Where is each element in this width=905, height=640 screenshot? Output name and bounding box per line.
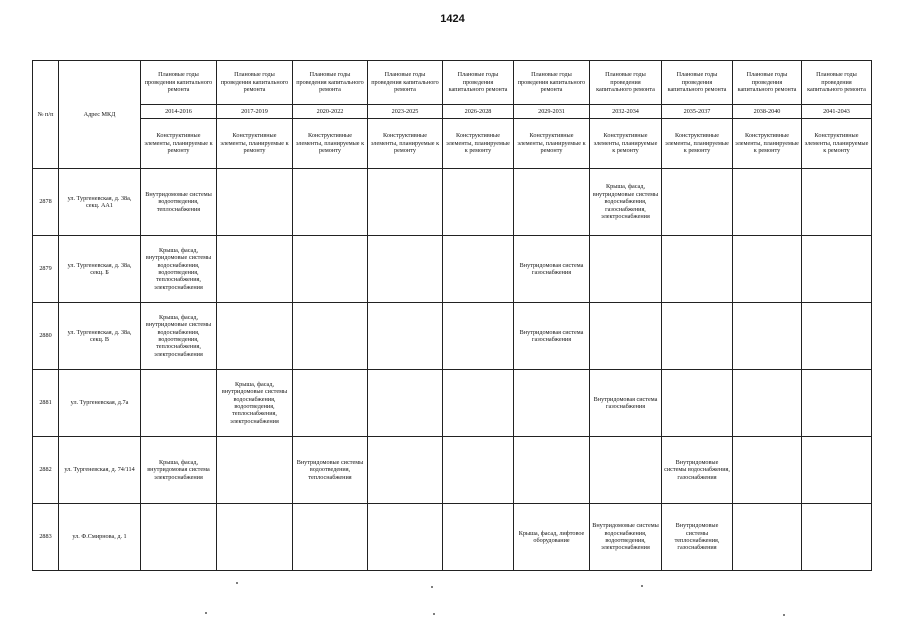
repair-cell: Внутридомовые системы водоотведения, теплоснабжения <box>141 169 217 236</box>
repair-cell <box>443 236 514 303</box>
period-header: 2041-2043 <box>802 105 872 119</box>
row-number: 2883 <box>33 504 59 571</box>
elements-header: Конструктивные элементы, планируемые к ремонту <box>368 119 443 169</box>
repair-cell <box>590 437 662 504</box>
repair-cell <box>443 370 514 437</box>
repair-cell <box>733 370 802 437</box>
repair-cell <box>443 437 514 504</box>
row-address: ул. Тургеневская, д. 38а, секц. Б <box>59 236 141 303</box>
table-row <box>33 236 872 303</box>
address-column-header: Адрес МКД <box>59 61 141 169</box>
repair-cell <box>293 236 368 303</box>
table-row <box>33 370 872 437</box>
year-group-title: Плановые годы проведения капитального ремонта <box>443 61 514 105</box>
repair-cell <box>733 437 802 504</box>
repair-cell <box>141 370 217 437</box>
repair-cell <box>514 169 590 236</box>
repair-cell <box>733 236 802 303</box>
repair-cell <box>293 370 368 437</box>
page-number: 1424 <box>440 13 465 25</box>
scan-speck <box>236 582 238 584</box>
repair-cell <box>802 169 872 236</box>
repair-cell <box>590 303 662 370</box>
repair-cell <box>443 303 514 370</box>
repair-cell <box>141 504 217 571</box>
repair-cell: Внутридомовые системы водоотведения, теплоснабжения <box>293 437 368 504</box>
period-header: 2038-2040 <box>733 105 802 119</box>
repair-cell <box>293 303 368 370</box>
repair-cell: Крыша, фасад, лифтовое оборудование <box>514 504 590 571</box>
repair-cell <box>802 236 872 303</box>
elements-header: Конструктивные элементы, планируемые к ремонту <box>802 119 872 169</box>
repair-cell: Внутридомовые системы водоснабжения, водоотведения, электроснабжения <box>590 504 662 571</box>
elements-header: Конструктивные элементы, планируемые к ремонту <box>733 119 802 169</box>
repair-cell: Крыша, фасад, внутридомовые системы водоснабжения, водоотведения, теплоснабжения, электроснабжения <box>217 370 293 437</box>
repair-cell <box>802 303 872 370</box>
repair-cell <box>217 169 293 236</box>
period-header: 2026-2028 <box>443 105 514 119</box>
repair-cell: Крыша, фасад, внутридомовые системы водоснабжения, водоотведения, теплоснабжения, электроснабжения <box>141 236 217 303</box>
year-group-title: Плановые годы проведения капитального ремонта <box>590 61 662 105</box>
repair-cell <box>733 504 802 571</box>
scan-speck <box>431 586 433 588</box>
scan-speck <box>433 613 435 615</box>
year-group-title: Плановые годы проведения капитального ремонта <box>217 61 293 105</box>
row-number: 2881 <box>33 370 59 437</box>
repair-cell <box>443 169 514 236</box>
repair-cell <box>662 169 733 236</box>
row-address: ул. Тургеневская, д.7а <box>59 370 141 437</box>
period-header: 2020-2022 <box>293 105 368 119</box>
repair-cell <box>368 303 443 370</box>
repair-cell <box>368 437 443 504</box>
repair-cell <box>514 370 590 437</box>
repair-cell <box>217 437 293 504</box>
repair-cell: Внутридомовая система газоснабжения <box>590 370 662 437</box>
period-header: 2032-2034 <box>590 105 662 119</box>
year-group-title: Плановые годы проведения капитального ремонта <box>662 61 733 105</box>
header-title-row <box>33 61 872 105</box>
repair-cell <box>662 303 733 370</box>
period-header: 2029-2031 <box>514 105 590 119</box>
elements-header: Конструктивные элементы, планируемые к ремонту <box>662 119 733 169</box>
scan-speck <box>641 585 643 587</box>
elements-header: Конструктивные элементы, планируемые к ремонту <box>443 119 514 169</box>
elements-header: Конструктивные элементы, планируемые к ремонту <box>217 119 293 169</box>
elements-header: Конструктивные элементы, планируемые к ремонту <box>514 119 590 169</box>
repair-cell <box>733 169 802 236</box>
repair-cell: Крыша, фасад, внутридомовые системы водоснабжения, водоотведения, теплоснабжения, электроснабжения <box>141 303 217 370</box>
period-header: 2023-2025 <box>368 105 443 119</box>
repair-cell <box>590 236 662 303</box>
repair-cell <box>368 370 443 437</box>
header-elements-row <box>33 119 872 169</box>
row-number: 2879 <box>33 236 59 303</box>
row-address: ул. Тургеневская, д. 38а, секц. В <box>59 303 141 370</box>
row-address: ул. Тургеневская, д. 74/114 <box>59 437 141 504</box>
repair-cell <box>802 370 872 437</box>
period-header: 2017-2019 <box>217 105 293 119</box>
repair-cell <box>514 437 590 504</box>
scan-speck <box>205 612 207 614</box>
repair-cell <box>802 437 872 504</box>
year-group-title: Плановые годы проведения капитального ремонта <box>368 61 443 105</box>
repair-cell <box>662 370 733 437</box>
repair-cell: Внутридомовые системы водоснабжения, газоснабжения <box>662 437 733 504</box>
repair-cell: Внутридомовые системы теплоснабжения, газоснабжения <box>662 504 733 571</box>
year-group-title: Плановые годы проведения капитального ремонта <box>514 61 590 105</box>
period-header: 2035-2037 <box>662 105 733 119</box>
repair-cell <box>733 303 802 370</box>
repair-cell <box>443 504 514 571</box>
header-period-row <box>33 105 872 119</box>
row-number: 2882 <box>33 437 59 504</box>
repair-cell <box>217 303 293 370</box>
repair-cell <box>293 504 368 571</box>
year-group-title: Плановые годы проведения капитального ремонта <box>802 61 872 105</box>
scan-speck <box>783 614 785 616</box>
repair-cell: Внутридомовая система газоснабжения <box>514 236 590 303</box>
repair-cell <box>662 236 733 303</box>
repair-cell <box>217 504 293 571</box>
elements-header: Конструктивные элементы, планируемые к ремонту <box>293 119 368 169</box>
num-column-header: № п/п <box>33 61 59 169</box>
repair-cell <box>368 169 443 236</box>
repair-cell <box>802 504 872 571</box>
repair-cell <box>293 169 368 236</box>
repair-cell: Крыша, фасад, внутридомовые системы водоснабжения, газоснабжения, электроснабжения <box>590 169 662 236</box>
year-group-title: Плановые годы проведения капитального ремонта <box>293 61 368 105</box>
row-address: ул. Тургеневская, д. 38а, секц. АА1 <box>59 169 141 236</box>
row-address: ул. Ф.Смирнова, д. 1 <box>59 504 141 571</box>
elements-header: Конструктивные элементы, планируемые к ремонту <box>141 119 217 169</box>
year-group-title: Плановые годы проведения капитального ремонта <box>141 61 217 105</box>
repair-cell <box>217 236 293 303</box>
repair-cell: Крыша, фасад, внутридомовая система электроснабжения <box>141 437 217 504</box>
table-row <box>33 504 872 571</box>
table-row <box>33 169 872 236</box>
repair-cell: Внутридомовая система газоснабжения <box>514 303 590 370</box>
table-row <box>33 303 872 370</box>
period-header: 2014-2016 <box>141 105 217 119</box>
row-number: 2880 <box>33 303 59 370</box>
year-group-title: Плановые годы проведения капитального ремонта <box>733 61 802 105</box>
elements-header: Конструктивные элементы, планируемые к ремонту <box>590 119 662 169</box>
capital-repair-table <box>32 60 872 571</box>
table-row <box>33 437 872 504</box>
repair-cell <box>368 504 443 571</box>
row-number: 2878 <box>33 169 59 236</box>
repair-cell <box>368 236 443 303</box>
